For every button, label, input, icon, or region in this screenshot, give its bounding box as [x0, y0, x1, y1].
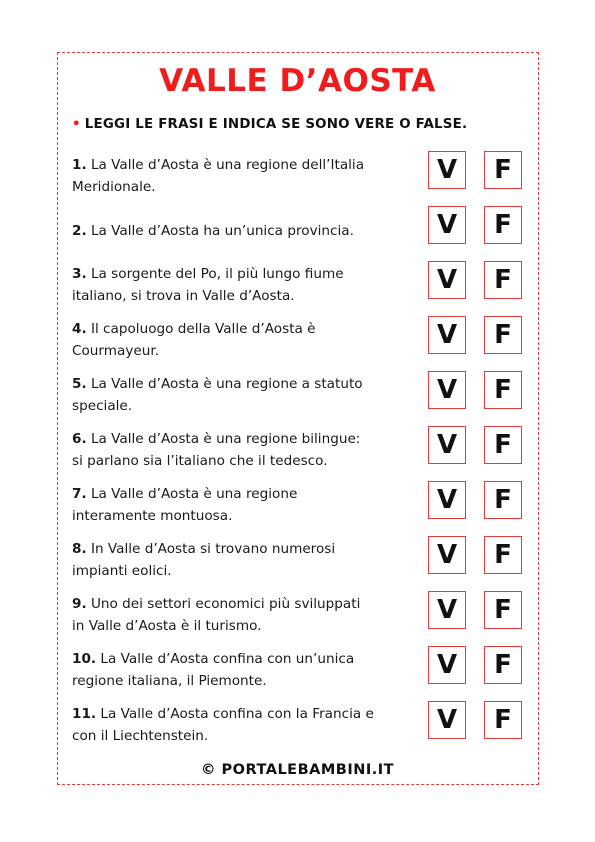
true-box[interactable]: V [428, 316, 466, 354]
question-number: 3. [72, 266, 87, 282]
instructions-text: LEGGI LE FRASI E INDICA SE SONO VERE O FALSE. [84, 117, 468, 132]
true-box[interactable]: V [428, 536, 466, 574]
question-number: 11. [72, 706, 97, 722]
question-number: 4. [72, 321, 87, 337]
question-text-line1: La Valle d’Aosta confina con un’unica [100, 651, 355, 667]
page-title: VALLE D’AOSTA [159, 63, 436, 99]
true-box[interactable]: V [428, 426, 466, 464]
true-box[interactable]: V [428, 481, 466, 519]
question-text-line1: La sorgente del Po, il più lungo fiume [90, 266, 344, 282]
bullet-icon: • [72, 117, 81, 132]
question-text-line1: La Valle d’Aosta ha un’unica provincia. [90, 223, 354, 239]
question-item [72, 593, 417, 637]
question-text-line1: La Valle d’Aosta è una regione dell’Italia [90, 157, 365, 173]
question-text-line2: con il Liechtenstein. [72, 728, 209, 744]
question-item [72, 220, 417, 242]
question-text-line2: speciale. [72, 398, 133, 414]
question-text-line1: La Valle d’Aosta è una regione a statuto [90, 376, 363, 392]
question-text-line2: Meridionale. [72, 179, 156, 195]
question-item [72, 538, 417, 582]
false-box[interactable]: F [484, 316, 522, 354]
question-item [72, 428, 417, 472]
question-item [72, 154, 417, 198]
true-box[interactable]: V [428, 701, 466, 739]
question-item [72, 373, 417, 417]
question-text-line2: regione italiana, il Piemonte. [72, 673, 267, 689]
false-box[interactable]: F [484, 261, 522, 299]
false-box[interactable]: F [484, 481, 522, 519]
question-text-line1: In Valle d’Aosta si trovano numerosi [90, 541, 336, 557]
question-item [72, 318, 417, 362]
question-text-line1: La Valle d’Aosta confina con la Francia e [100, 706, 374, 722]
question-number: 8. [72, 541, 87, 557]
question-number: 5. [72, 376, 87, 392]
true-box[interactable]: V [428, 261, 466, 299]
question-text-line1: Il capoluogo della Valle d’Aosta è [90, 321, 316, 337]
footer-credit: © PORTALEBAMBINI.IT [200, 762, 395, 778]
false-box[interactable]: F [484, 701, 522, 739]
true-box[interactable]: V [428, 646, 466, 684]
question-item [72, 703, 417, 747]
question-text-line1: Uno dei settori economici più sviluppati [90, 596, 361, 612]
question-number: 1. [72, 157, 87, 173]
true-box[interactable]: V [428, 206, 466, 244]
false-box[interactable]: F [484, 206, 522, 244]
question-number: 2. [72, 223, 87, 239]
true-box[interactable]: V [428, 591, 466, 629]
question-item [72, 648, 417, 692]
question-number: 6. [72, 431, 87, 447]
question-text-line2: impianti eolici. [72, 563, 172, 579]
question-item [72, 483, 417, 527]
question-number: 10. [72, 651, 97, 667]
question-text-line1: La Valle d’Aosta è una regione bilingue: [90, 431, 361, 447]
false-box[interactable]: F [484, 591, 522, 629]
true-box[interactable]: V [428, 151, 466, 189]
true-box[interactable]: V [428, 371, 466, 409]
question-number: 7. [72, 486, 87, 502]
false-box[interactable]: F [484, 151, 522, 189]
question-text-line2: Courmayeur. [72, 343, 160, 359]
false-box[interactable]: F [484, 371, 522, 409]
question-item [72, 263, 417, 307]
false-box[interactable]: F [484, 426, 522, 464]
question-text-line2: in Valle d’Aosta è il turismo. [72, 618, 262, 634]
false-box[interactable]: F [484, 646, 522, 684]
question-text-line2: si parlano sia l’italiano che il tedesco. [72, 453, 328, 469]
instructions [72, 117, 467, 132]
question-number: 9. [72, 596, 87, 612]
question-text-line2: interamente montuosa. [72, 508, 233, 524]
false-box[interactable]: F [484, 536, 522, 574]
question-text-line1: La Valle d’Aosta è una regione [90, 486, 298, 502]
question-text-line2: italiano, si trova in Valle d’Aosta. [72, 288, 295, 304]
